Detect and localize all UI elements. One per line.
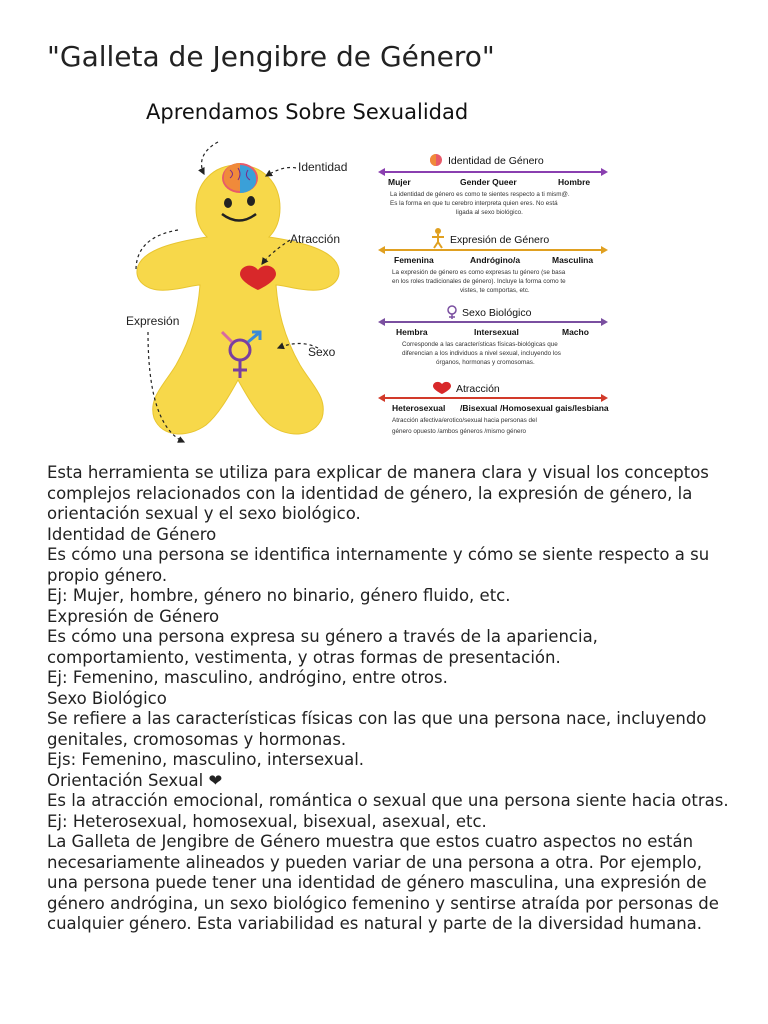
label-expresion: Expresión bbox=[126, 314, 180, 328]
heading-expresion-genero: Expresión de Género bbox=[47, 606, 220, 626]
spectrum-sexo-left: Hembra bbox=[396, 327, 428, 337]
heading-identidad: Identidad de Género bbox=[448, 155, 544, 167]
heading-identidad-genero: Identidad de Género bbox=[47, 524, 217, 544]
document-title: "Galleta de Jengibre de Género" bbox=[47, 40, 495, 73]
example-identidad: Ej: Mujer, hombre, género no binario, género fluido, etc. bbox=[47, 586, 511, 605]
paragraph-orientacion: Es la atracción emocional, romántica o sexual que una persona siente hacia otras. bbox=[47, 791, 729, 810]
svg-text:vistes, te comportas, etc.: vistes, te comportas, etc. bbox=[460, 287, 530, 294]
section-expresion bbox=[378, 228, 608, 294]
svg-text:órganos, hormonas y cromosomas: órganos, hormonas y cromosomas. bbox=[436, 359, 535, 366]
paragraph-expresion: Es cómo una persona expresa su género a través de la apariencia, comportamiento, vestimenta, y otras formas de presentación. bbox=[47, 627, 598, 667]
section-identidad bbox=[378, 154, 608, 216]
section-atraccion bbox=[378, 382, 609, 435]
svg-text:La expresión de género es como: La expresión de género es como expresas tu género (se basa bbox=[392, 269, 566, 276]
example-sexo: Ejs: Femenino, masculino, intersexual. bbox=[47, 750, 365, 769]
brain-icon bbox=[222, 163, 258, 193]
spectrum-sexo-mid: Intersexual bbox=[474, 327, 519, 337]
body-text bbox=[47, 463, 737, 935]
svg-text:La identidad de género es como: La identidad de género es como te sientes respecto a ti mism@. bbox=[390, 191, 570, 198]
spectrum-atraccion-right: /Homosexual gais/lesbiana bbox=[500, 403, 609, 413]
label-identidad: Identidad bbox=[298, 160, 348, 174]
heading-orientacion-sexual: Orientación Sexual ❤ bbox=[47, 770, 223, 790]
heading-sexo: Sexo Biológico bbox=[462, 307, 532, 319]
spectrum-identidad-right: Hombre bbox=[558, 177, 591, 187]
heading-atraccion: Atracción bbox=[456, 383, 500, 395]
spectrum-atraccion-mid: /Bisexual bbox=[460, 403, 498, 413]
svg-text:Corresponde a las característi: Corresponde a las características físicas-biológicas que bbox=[402, 341, 558, 348]
svg-text:Es la forma en que tu cerebro: Es la forma en que tu cerebro interpreta quien eres. No está bbox=[390, 200, 558, 207]
spectrum-identidad-mid: Gender Queer bbox=[460, 177, 517, 187]
spectrum-atraccion-left: Heterosexual bbox=[392, 403, 446, 413]
paragraph-identidad: Es cómo una persona se identifica internamente y cómo se siente respecto a su propio género. bbox=[47, 545, 710, 585]
example-expresion: Ej: Femenino, masculino, andrógino, entre otros. bbox=[47, 668, 448, 687]
spectrum-expresion-mid: Andrógino/a bbox=[470, 255, 521, 265]
genderbread-figure bbox=[118, 80, 624, 455]
spectrum-identidad-left: Mujer bbox=[388, 177, 411, 187]
figure-title: Aprendamos Sobre Sexualidad bbox=[146, 100, 469, 124]
paragraph-intro: Esta herramienta se utiliza para explicar de manera clara y visual los conceptos complejos relacionados con la identidad de género, la expresión de género, la orientación sexual y el sexo biológico. bbox=[47, 463, 709, 523]
svg-text:en los roles tradicionales de: en los roles tradicionales de género). Incluye la forma como te bbox=[392, 278, 566, 285]
paragraph-sexo: Se refiere a las características físicas con las que una persona nace, incluyendo genitales, cromosomas y hormonas. bbox=[47, 709, 707, 749]
heading-sexo-biologico: Sexo Biológico bbox=[47, 688, 167, 708]
spectrum-expresion-left: Femenina bbox=[394, 255, 434, 265]
label-atraccion: Atracción bbox=[290, 232, 341, 246]
spectrum-expresion-right: Masculina bbox=[552, 255, 594, 265]
svg-text:diferencian a los individuos a: diferencian a los individuos a nivel sexual, incluyendo los bbox=[402, 350, 561, 357]
section-sexo bbox=[378, 306, 608, 366]
example-orientacion: Ej: Heterosexual, homosexual, bisexual, asexual, etc. bbox=[47, 811, 487, 831]
label-sexo: Sexo bbox=[308, 345, 336, 359]
paragraph-conclusion: La Galleta de Jengibre de Género muestra que estos cuatro aspectos no están necesariamente alineados y pueden variar de una persona a otra. Por ejemplo, una persona puede tener una identidad de género masculina, una expresión de género andrógina, un sexo biológico femenino y sentirse atraída por personas de cualquier género. Esta variabilidad es natural y parte de la diversidad humana. bbox=[47, 832, 719, 933]
genderbread-illustration bbox=[118, 80, 624, 455]
svg-text:Atracción afectiva/erotico/sex: Atracción afectiva/erotico/sexual hacia personas del bbox=[392, 417, 537, 424]
spectrum-sexo-right: Macho bbox=[562, 327, 589, 337]
svg-text:género opuesto /ambos gén: género opuesto /ambos géneros /mismo género bbox=[392, 428, 527, 435]
heading-expresion: Expresión de Género bbox=[450, 234, 550, 246]
svg-text:ligada al sexo biológico.: ligada al sexo biológico. bbox=[456, 209, 523, 216]
gingerbread-body bbox=[137, 165, 339, 434]
